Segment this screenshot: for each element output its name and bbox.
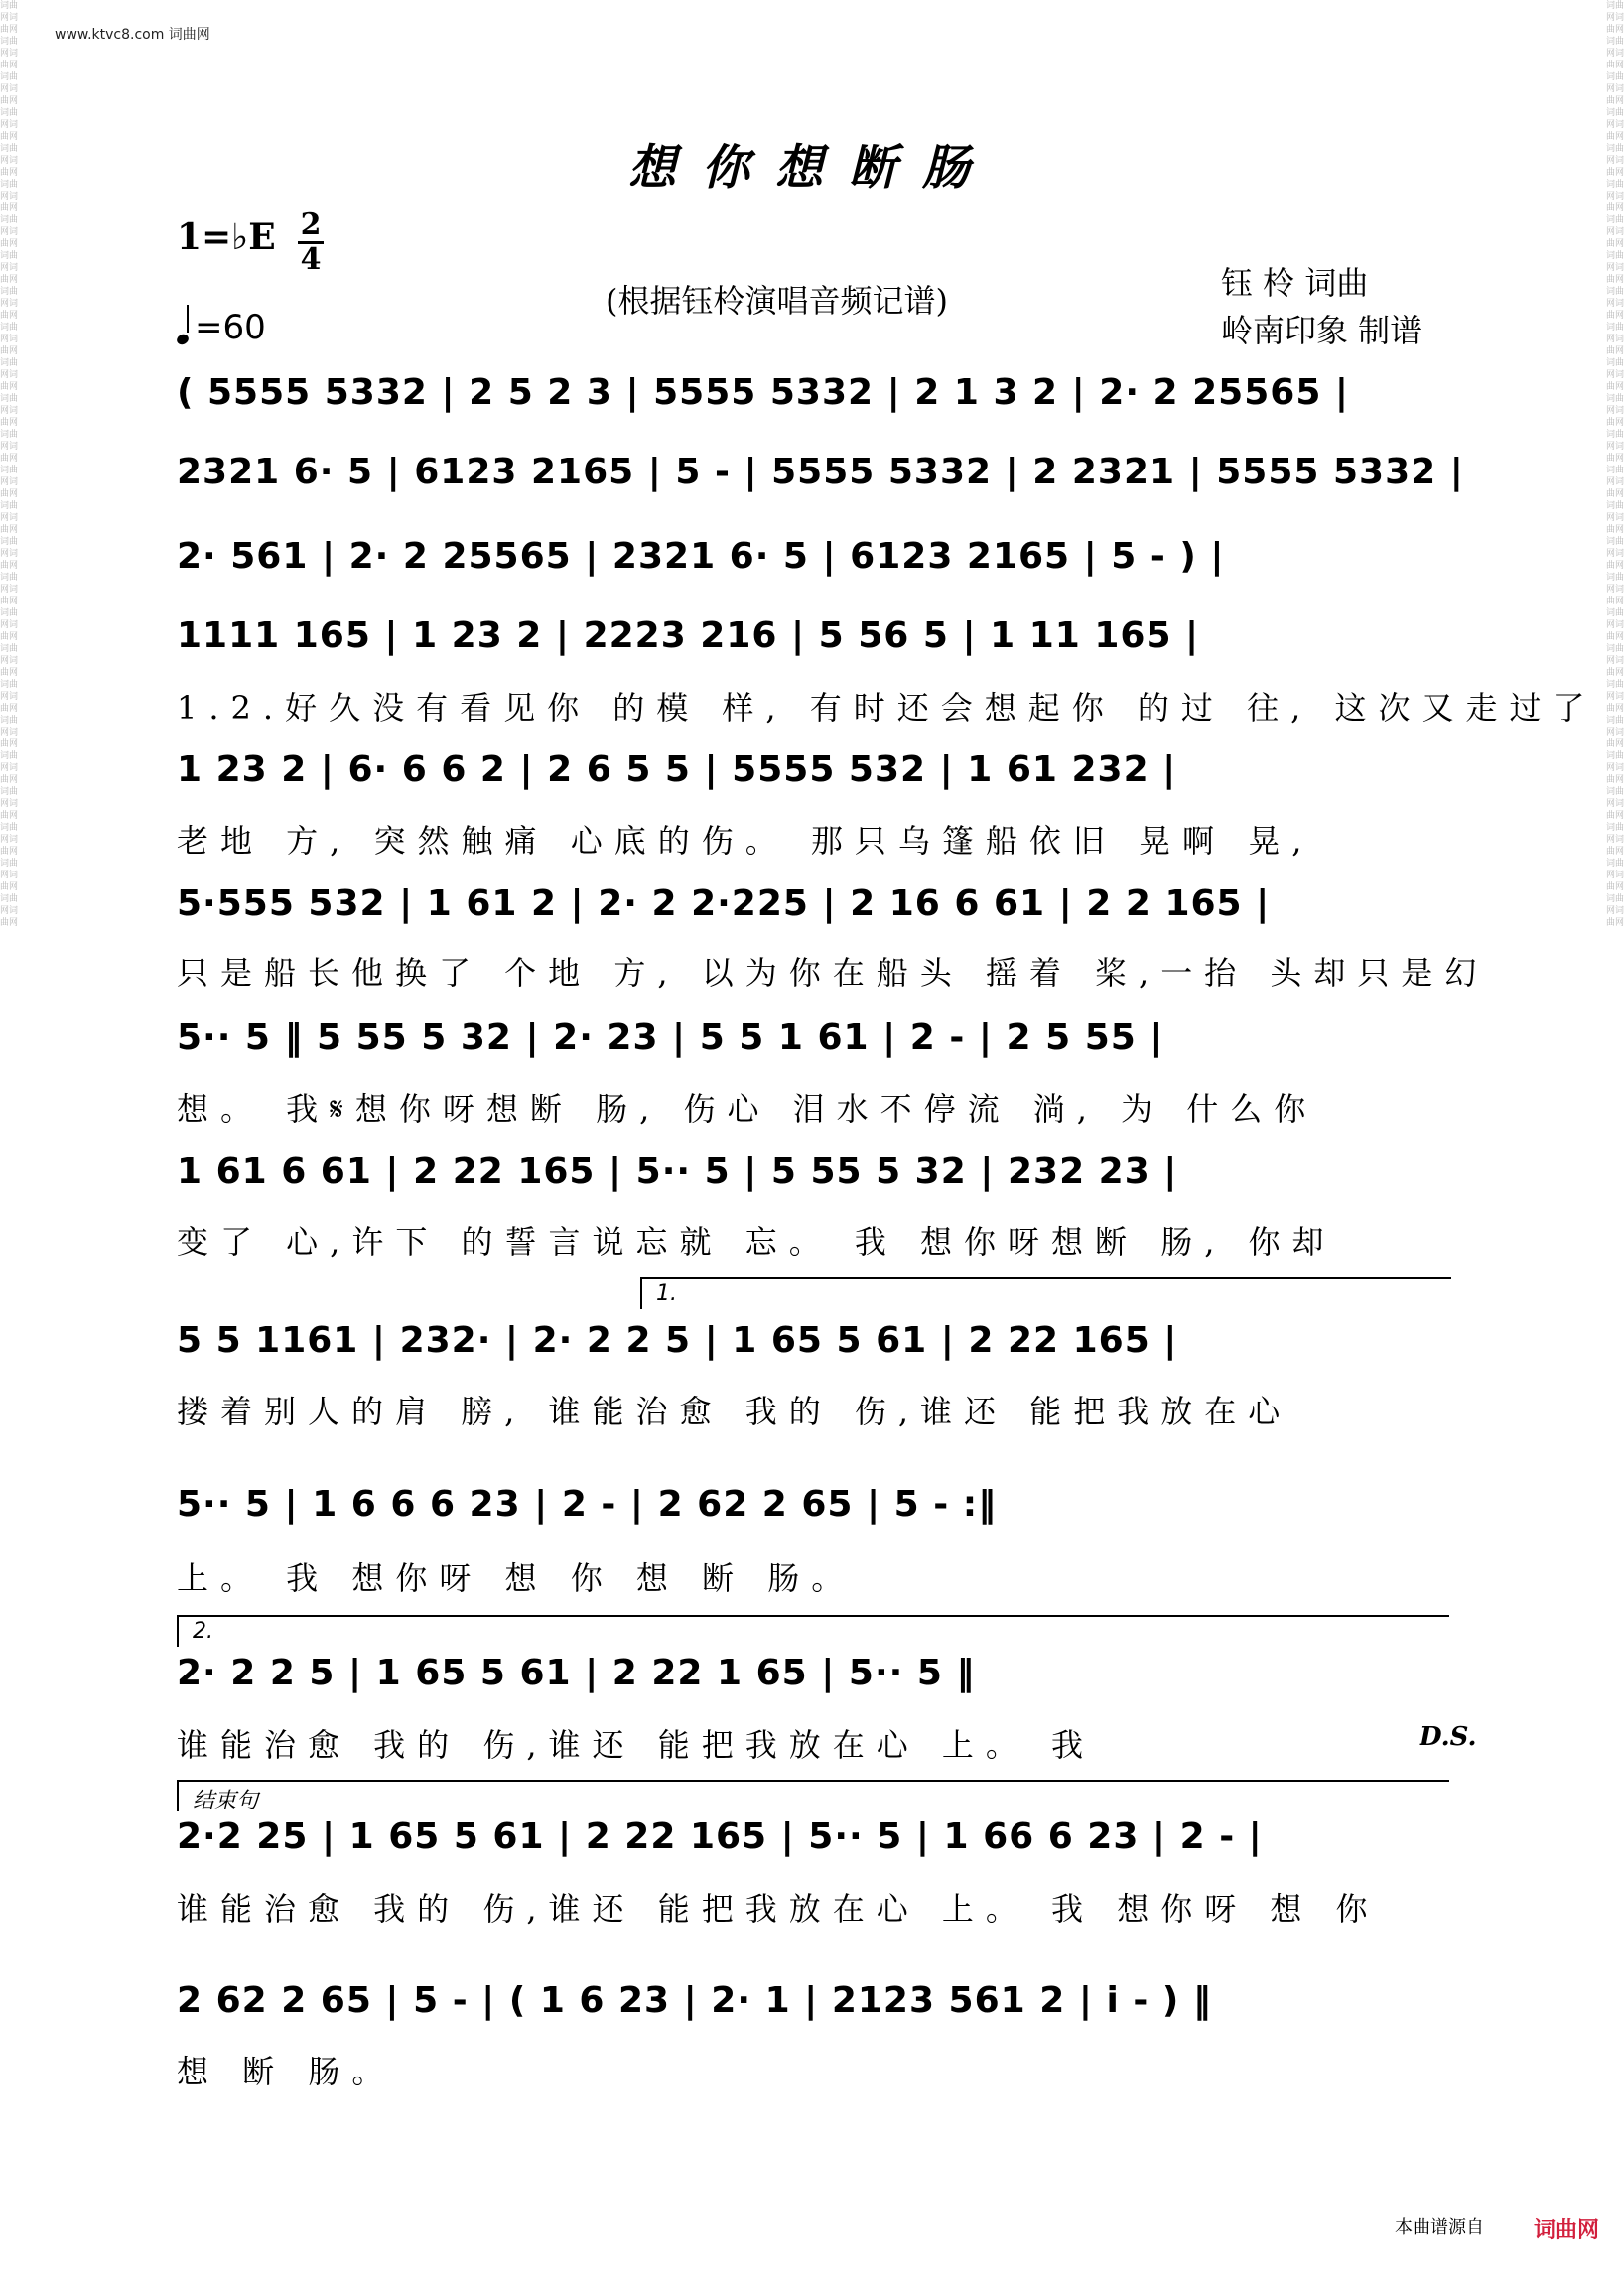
jianpu-notes: 1 61 6 61 | 2 22 165 | 5·· 5 | 5 55 5 32 | 232 23 | (177, 1151, 1178, 1192)
quarter-note-icon (175, 333, 190, 346)
lyric-line: 谁能治愈 我的 伤,谁还 能把我放在心 上。 我 (177, 1726, 1096, 1764)
jianpu-notes: 2321 6· 5 | 6123 2165 | 5 - | 5555 5332 | 2 2321 | 5555 5332 | (177, 452, 1464, 492)
notation-row (177, 1151, 1452, 1201)
side-watermark-left: 词曲网词曲网词曲网词曲网词曲网词曲网词曲网词曲网词曲网词曲网词曲网词曲网词曲网词曲网词曲网词曲网词曲网词曲网词曲网词曲网词曲网词曲网词曲网词曲网词曲网词曲网词曲网词曲网词曲网词曲网词曲网词曲网词曲网词曲网词曲网词曲网词曲网词曲网词曲网词曲网词曲网词曲网词曲网词曲网词曲网词曲网词曲网词曲网词曲网词曲网词曲网词曲网 (0, 1, 18, 928)
lyric-line: 只是船长他换了 个地 方, 以为你在船头 摇着 桨,一抬 头却只是幻 (177, 954, 1489, 992)
jianpu-notes: ( 5555 5332 | 2 5 2 3 | 5555 5332 | 2 1 3 2 | 2· 2 25565 | (177, 372, 1350, 413)
first-ending-label: 1. (656, 1281, 677, 1306)
lyric-line: 想 断 肠。 (177, 2053, 396, 2090)
side-watermark-right: 词曲网词曲网词曲网词曲网词曲网词曲网词曲网词曲网词曲网词曲网词曲网词曲网词曲网词曲网词曲网词曲网词曲网词曲网词曲网词曲网词曲网词曲网词曲网词曲网词曲网词曲网词曲网词曲网词曲网词曲网词曲网词曲网词曲网词曲网词曲网词曲网词曲网词曲网词曲网词曲网词曲网词曲网词曲网词曲网词曲网词曲网词曲网词曲网词曲网词曲网词曲网词曲网 (1606, 1, 1624, 928)
notation-row (177, 452, 1464, 501)
source-note: (根据钰柃演唱音频记谱) (606, 282, 948, 320)
ds-marking: D.S. (1420, 1722, 1477, 1752)
notation-row (177, 1484, 1452, 1534)
tempo-marking (177, 308, 266, 347)
notation-row (177, 883, 1452, 933)
jianpu-notes: 5·· 5 ‖ 5 55 5 32 | 2· 23 | 5 5 1 61 | 2 - | 2 5 55 | (177, 1017, 1164, 1058)
site-url: www.ktvc8.com 词曲网 (55, 27, 210, 43)
jianpu-notes: 2 62 2 65 | 5 - | ( 1 6 23 | 2· 1 | 2123 561 2 | i - ) ‖ (177, 1980, 1212, 2021)
jianpu-notes: 2· 561 | 2· 2 25565 | 2321 6· 5 | 6123 2165 | 5 - ) | (177, 536, 1225, 577)
jianpu-notes: 5·· 5 | 1 6 6 6 23 | 2 - | 2 62 2 65 | 5 - :‖ (177, 1484, 998, 1525)
notation-row (177, 1017, 1452, 1067)
notation-row (177, 1320, 1452, 1370)
notation-row (177, 1980, 1452, 2030)
second-ending-bracket (177, 1615, 1449, 1647)
jianpu-notes: 5 5 1161 | 232· | 2· 2 2 5 | 1 65 5 61 | 2 22 165 | (177, 1320, 1178, 1361)
tempo-value: =60 (195, 308, 266, 347)
notation-row (177, 749, 1452, 799)
jianpu-notes: 5·555 532 | 1 61 2 | 2· 2 2·225 | 2 16 6 61 | 2 2 165 | (177, 883, 1271, 924)
credit-lyricist-composer: 钰 柃 词曲 (1221, 264, 1369, 302)
jianpu-notes: 2·2 25 | 1 65 5 61 | 2 22 165 | 5·· 5 | 1 66 6 23 | 2 - | (177, 1816, 1263, 1857)
notation-row (177, 372, 1452, 422)
second-ending-label: 2. (193, 1619, 213, 1644)
notation-row (177, 1816, 1452, 1866)
credit-transcriber: 岭南印象 制谱 (1221, 312, 1422, 349)
jianpu-notes: 1 23 2 | 6· 6 6 2 | 2 6 5 5 | 5555 532 | 1 61 232 | (177, 749, 1177, 790)
time-signature-bottom: 4 (300, 242, 322, 277)
footer-site-logo: 词曲网 (1534, 2218, 1600, 2243)
first-ending-bracket (640, 1277, 1451, 1309)
song-title: 想你想断肠 (627, 140, 996, 196)
key-signature: 1=♭E (177, 216, 276, 258)
lyric-line: 谁能治愈 我的 伤,谁还 能把我放在心 上。 我 想你呀 想 你 (177, 1890, 1380, 1928)
lyric-line: 1.2.好久没有看见你 的模 样, 有时还会想起你 的过 往, 这次又走过了 (177, 689, 1597, 727)
notation-row (177, 1653, 1452, 1702)
jianpu-notes: 1111 165 | 1 23 2 | 2223 216 | 5 56 5 | 1 11 165 | (177, 615, 1200, 656)
lyric-line: 变了 心,许下 的誓言说忘就 忘。 我 想你呀想断 肠, 你却 (177, 1223, 1336, 1261)
time-signature (298, 207, 324, 277)
notation-row (177, 536, 1452, 586)
notation-row (177, 615, 1452, 665)
coda-label: 结束句 (193, 1789, 259, 1813)
time-signature-top: 2 (300, 207, 322, 242)
coda-bracket (177, 1780, 1449, 1811)
lyric-line: 老地 方, 突然触痛 心底的伤。 那只乌篷船依旧 晃啊 晃, (177, 822, 1314, 860)
lyric-line: 搂着别人的肩 膀, 谁能治愈 我的 伤,谁还 能把我放在心 (177, 1393, 1292, 1430)
jianpu-notes: 2· 2 2 5 | 1 65 5 61 | 2 22 1 65 | 5·· 5 ‖ (177, 1653, 976, 1693)
footer-source-label: 本曲谱源自 (1395, 2217, 1484, 2238)
lyric-line: 上。 我 想你呀 想 你 想 断 肠。 (177, 1559, 856, 1597)
lyric-line: 想。 我𝄋想你呀想断 肠, 伤心 泪水不停流 淌, 为 什么你 (177, 1090, 1318, 1128)
